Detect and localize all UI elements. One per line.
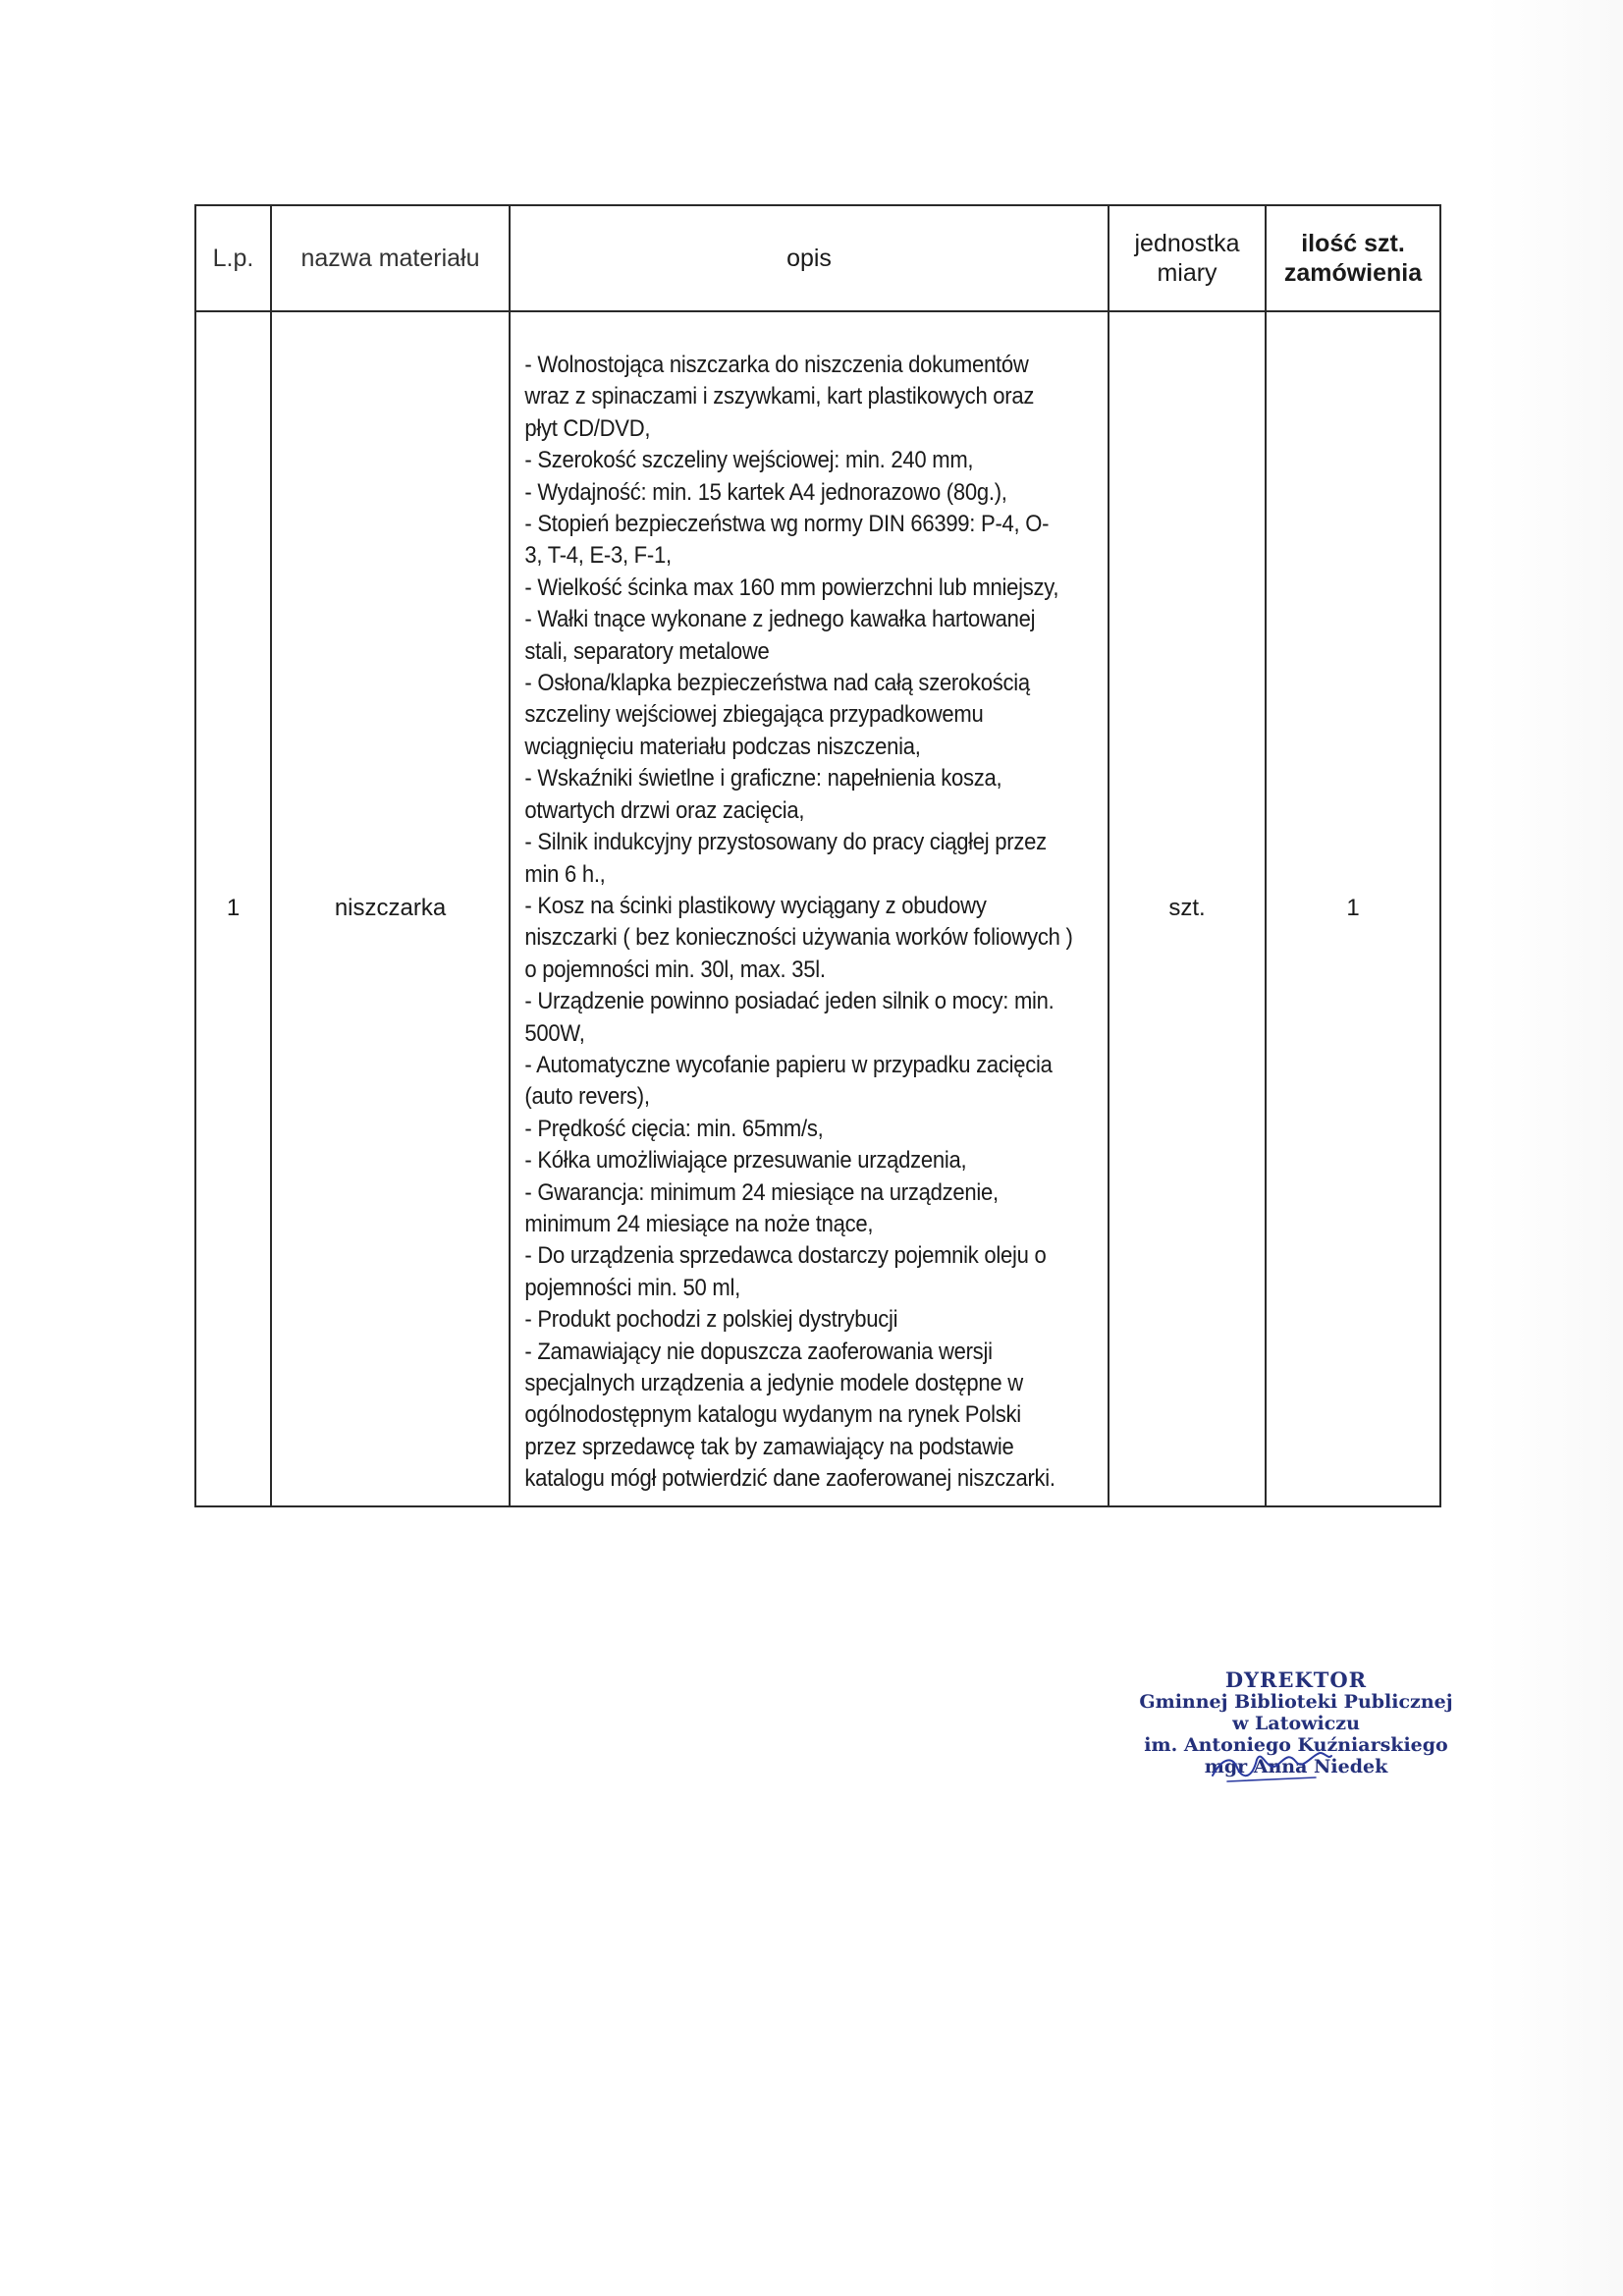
header-opis: opis [510,205,1109,311]
header-unit-line1: jednostka [1134,230,1240,257]
stamp-patron: im. Antoniego Kuźniarskiego [1144,1734,1448,1756]
table-row [195,311,1440,1506]
header-quantity [1266,205,1440,311]
cell-material-name: niszczarka [271,311,510,1506]
stamp-person: mgr Anna Niedek [1204,1756,1388,1777]
stamp-location: w Latowiczu [1232,1713,1360,1734]
cell-quantity: 1 [1266,311,1440,1506]
header-unit-line2: miary [1157,259,1217,287]
handwritten-signature [1208,1738,1335,1787]
header-qty-line2: zamówienia [1283,259,1423,287]
materials-table [194,204,1441,1507]
header-qty-line1: ilość szt. [1301,230,1405,257]
cell-opis [510,311,1109,1506]
header-material-name: nazwa materiału [271,205,510,311]
stamp-institution: Gminnej Biblioteki Publicznej [1139,1691,1453,1713]
cell-unit: szt. [1109,311,1266,1506]
header-unit [1109,205,1266,311]
table-header-row [195,205,1440,311]
cell-lp: 1 [195,311,271,1506]
header-lp: L.p. [195,205,271,311]
opis-text: - Wolnostojąca niszczarka do niszczenia dokumentów wraz z spinaczami i zszywkami, kart plastikowych oraz płyt CD/DVD, - Szerokość szczeliny wejściowej: min. 240 mm, - Wydajność: min. 15 kartek A4 jednorazowo (80g.), - Stopień bezpieczeństwa wg normy DIN 66399: P-4, O- 3, T-4, E-3, F-1, - Wielkość ścinka max 160 mm powierzchni lub mniejszy, - Wałki tnące wykonane z jednego kawałka hartowanej stali, separatory metalowe - Osłona/klapka bezpieczeństwa nad całą szerokością szczeliny wejściowej zbiegająca przypadkowemu wciągnięciu materiału podczas niszczenia, - Wskaźniki świetlne i graficzne: napełnienia kosza, otwartych drzwi oraz zacięcia, - Silnik indukcyjny przystosowany do pracy ciągłej przez min 6 h., - Kosz na ścinki plastikowy wyciągany z obudowy niszczarki ( bez konieczności używania worków foliowych ) o pojemności min. 30l, max. 35l. - Urządzenie powinno posiadać jeden silnik o mocy: min. 500W, - Automatyczne wycofanie papieru w przypadku zacięcia (auto revers), - Prędkość cięcia: min. 65mm/s, - Kółka umożliwiające przesuwanie urządzenia, - Gwarancja: minimum 24 miesiące na urządzenie, minimum 24 miesiące na noże tnące, - Do urządzenia sprzedawca dostarczy pojemnik oleju o pojemności min. 50 ml, - Produkt pochodzi z polskiej dystrybucji - Zamawiający nie dopuszcza zaoferowania wersji specjalnych urządzenia a jedynie modele dostępne w ogólnodostępnym katalogu wydanym na rynek Polski przez sprzedawcę tak by zamawiający na podstawie katalogu mógł potwierdzić dane zaoferowanej niszczarki. [524,352,1073,1493]
stamp-title: DYREKTOR [1224,1667,1368,1692]
scan-edge-shading [1486,0,1623,2296]
